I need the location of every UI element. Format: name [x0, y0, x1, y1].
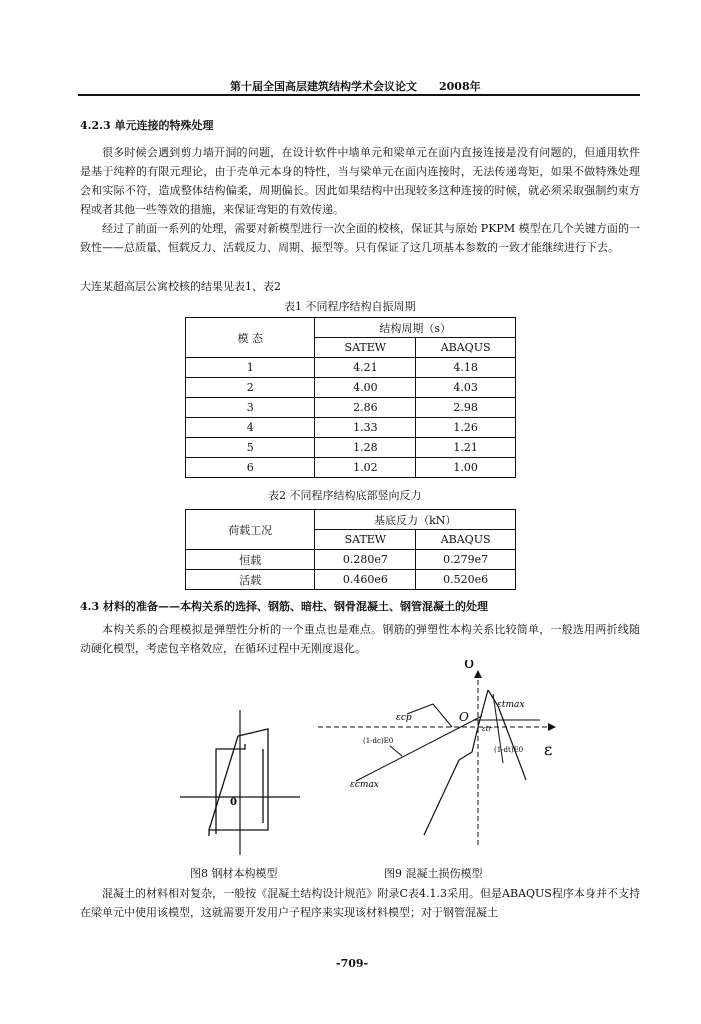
header-year: 2008年 — [439, 80, 481, 93]
reaction-group-header: 基底反力（kN） — [315, 510, 516, 530]
abaqus-cell: 1.26 — [416, 418, 516, 438]
load-case-cell: 恒载 — [186, 550, 315, 570]
abaqus-cell: 0.279e7 — [416, 550, 516, 570]
abaqus-cell: 4.18 — [416, 358, 516, 378]
satew-cell: 0.460e6 — [315, 570, 416, 590]
table-row — [186, 458, 516, 478]
mode-cell: 3 — [186, 398, 315, 418]
table1-caption: 表1 不同程序结构自振周期 — [284, 300, 416, 313]
paragraph-concrete-material: 混凝土的材料相对复杂，一般按《混凝土结构设计规范》附录C表4.1.3采用。但是ABAQUS程序本身并不支持在梁单元中使用该模型，这就需要开发用户子程序来实现该材料模型；对于钢管混凝土 — [80, 887, 640, 919]
sigma-label: σ — [464, 660, 476, 673]
mode-cell: 2 — [186, 378, 315, 398]
dt-e0-label: (1-dt)E0 — [494, 746, 524, 754]
page-number: -709- — [336, 957, 369, 970]
table-row — [186, 378, 516, 398]
abaqus-header: ABAQUS — [416, 338, 516, 358]
satew-header: SATEW — [315, 530, 416, 550]
table-header-row — [186, 510, 516, 530]
epsilon-label: ε — [544, 740, 553, 759]
paragraph-element-connection: 很多时候会遇到剪力墙开洞的问题，在设计软件中墙单元和梁单元在面内直接连接是没有问题的，但通用软件是基于纯粹的有限元理论，由于壳单元本身的特性，当与梁单元在面内连接时，无法传递弯矩，如果不做特殊处理会和实际不符，造成整体结构偏柔，周期偏长。因此如果结构中出现较多这种连接的时候，就必须采取强制约束方程或者其他一些等效的措施，来保证弯矩的有效传递。 — [80, 146, 640, 216]
satew-cell: 1.02 — [315, 458, 416, 478]
running-header — [230, 78, 481, 94]
mode-cell: 5 — [186, 438, 315, 458]
table-row — [186, 358, 516, 378]
table-row — [186, 418, 516, 438]
eps-cp-label: εcp — [396, 713, 412, 723]
satew-cell: 1.28 — [315, 438, 416, 458]
elastic-branch — [209, 736, 238, 830]
tension-elastic-branch — [478, 690, 488, 727]
section-heading-4-3: 4.3 材料的准备——本构关系的选择、钢筋、暗柱、钢骨混凝土、钢管混凝土的处理 — [80, 600, 488, 613]
satew-cell: 4.00 — [315, 378, 416, 398]
compression-reload-curve — [407, 704, 452, 727]
abaqus-cell: 2.98 — [416, 398, 516, 418]
compression-envelope — [424, 727, 478, 835]
mode-header: 模 态 — [186, 318, 315, 358]
figure8-caption: 图8 钢材本构模型 — [190, 867, 278, 880]
satew-header: SATEW — [315, 338, 416, 358]
mode-cell: 4 — [186, 418, 315, 438]
concrete-damage-figure — [318, 660, 563, 855]
compression-unloading-line — [356, 716, 482, 781]
figure9-caption: 图9 混凝土损伤模型 — [384, 867, 483, 880]
section-heading-4-2-3: 4.2.3 单元连接的特殊处理 — [80, 119, 214, 132]
abaqus-cell: 4.03 — [416, 378, 516, 398]
eps-tmax-label: εtmax — [497, 700, 525, 710]
load-case-cell: 活载 — [186, 570, 315, 590]
period-group-header: 结构周期（s） — [315, 318, 516, 338]
strain-axis-arrow — [548, 723, 556, 731]
origin-label: O — [459, 710, 469, 724]
mode-cell: 1 — [186, 358, 315, 378]
table-row — [186, 570, 516, 590]
steel-hysteresis-figure — [150, 705, 310, 860]
satew-cell: 1.33 — [315, 418, 416, 438]
dc-leader-line — [390, 746, 402, 756]
satew-cell: 2.86 — [315, 398, 416, 418]
hysteresis-loop-outer — [209, 729, 268, 836]
abaqus-cell: 0.520e6 — [416, 570, 516, 590]
hysteresis-loop-inner — [216, 744, 245, 834]
satew-cell: 0.280e7 — [315, 550, 416, 570]
table-row — [186, 438, 516, 458]
load-case-header: 荷载工况 — [186, 510, 315, 550]
paragraph-check-results: 大连某超高层公寓校核的结果见表1、表2 — [80, 280, 281, 293]
table-row — [186, 550, 516, 570]
header-rule — [78, 94, 640, 96]
paragraph-constitutive-model: 本构关系的合理模拟是弹塑性分析的一个重点也是难点。钢筋的弹塑性本构关系比较简单，一般选用两折线随动硬化模型，考虑包辛格效应，在循环过程中无刚度退化。 — [80, 623, 640, 655]
table-row — [186, 398, 516, 418]
mode-cell: 6 — [186, 458, 315, 478]
table-periods — [185, 317, 516, 478]
abaqus-cell: 1.21 — [416, 438, 516, 458]
eps-tr-label: εtr — [482, 725, 492, 733]
abaqus-cell: 1.00 — [416, 458, 516, 478]
satew-cell: 4.21 — [315, 358, 416, 378]
table-header-row — [186, 318, 516, 338]
paragraph-model-check: 经过了前面一系列的处理，需要对新模型进行一次全面的校核，保证其与原始 PKPM 模型在几个关键方面的一致性——总质量、恒载反力、活载反力、周期、振型等。只有保证了这几项基本参数的一致才能继续进行下去。 — [80, 222, 640, 254]
header-title: 第十届全国高层建筑结构学术会议论文 — [230, 80, 417, 93]
eps-cmax-label: εcmax — [350, 780, 379, 790]
abaqus-header: ABAQUS — [416, 530, 516, 550]
table-base-reaction — [185, 509, 516, 590]
origin-label: 0 — [230, 797, 237, 808]
dc-e0-label: (1-dc)E0 — [363, 737, 394, 745]
table2-caption: 表2 不同程序结构底部竖向反力 — [268, 489, 422, 502]
